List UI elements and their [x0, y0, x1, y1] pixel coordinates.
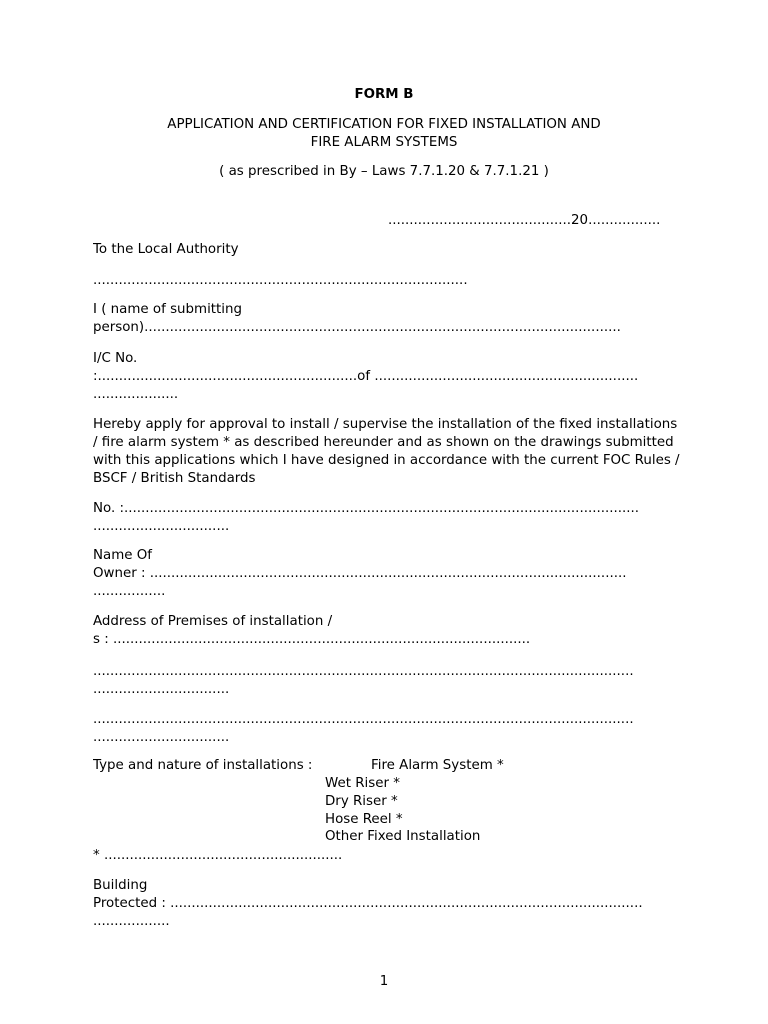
owner-label: Name Of [93, 548, 153, 563]
address-extra-2 [93, 711, 683, 747]
number-line: No. :......................................................................................................................... [93, 501, 640, 516]
prescribed-note: ( as prescribed in By – Laws 7.7.1.20 & 7.7.1.21 ) [219, 164, 549, 179]
ic-no-field [93, 350, 683, 404]
installation-option-fire-alarm: Fire Alarm System * [371, 758, 504, 773]
installation-option-wet-riser: Wet Riser * [325, 776, 400, 791]
ic-no-line: :.............................................................of .............................................................. [93, 369, 639, 384]
installation-option-hose-reel: Hose Reel * [325, 812, 403, 827]
number-line-cont: ................................ [93, 519, 230, 534]
number-field [93, 500, 683, 536]
submitter-line: person)................................................................................................................ [93, 320, 621, 335]
form-subtitle-line-1: APPLICATION AND CERTIFICATION FOR FIXED INSTALLATION AND [167, 117, 601, 132]
address-field [93, 613, 683, 649]
form-subtitle [0, 116, 768, 152]
authority-line: ........................................................................................ [93, 273, 468, 288]
date-line: ...........................................20................. [388, 213, 661, 228]
building-label: Building [93, 878, 148, 893]
installation-other-line: * ........................................................ [93, 848, 343, 863]
form-subtitle-line-2: FIRE ALARM SYSTEMS [310, 135, 458, 150]
form-title: FORM B [354, 87, 414, 102]
authority-label: To the Local Authority [93, 242, 239, 257]
owner-line: Owner : ................................................................................................................ [93, 566, 627, 581]
address-label: Address of Premises of installation / [93, 614, 333, 629]
submitter-field [93, 301, 683, 337]
installation-option-dry-riser: Dry Riser * [325, 794, 398, 809]
ic-no-line-cont: .................... [93, 387, 179, 402]
ic-no-label: I/C No. [93, 351, 138, 366]
building-line: Protected : ............................................................................................................... [93, 896, 643, 911]
address-line: s : .................................................................................................. [93, 632, 531, 647]
installation-option-other: Other Fixed Installation [325, 829, 481, 844]
owner-field [93, 547, 683, 601]
building-line-cont: .................. [93, 914, 170, 929]
address-line-2: ............................................................................................................................... [93, 664, 634, 679]
address-line-3-cont: ................................ [93, 730, 230, 745]
building-field [93, 877, 683, 931]
submitter-label: I ( name of submitting [93, 302, 243, 317]
address-line-3: ............................................................................................................................... [93, 712, 634, 727]
address-line-2-cont: ................................ [93, 682, 230, 697]
page-number: 1 [379, 974, 389, 989]
installation-type-label: Type and nature of installations : [93, 758, 313, 773]
owner-line-cont: ................. [93, 584, 166, 599]
address-extra-1 [93, 663, 683, 699]
declaration-paragraph: Hereby apply for approval to install / supervise the installation of the fixed installations / fire alarm system * as described hereunder and as shown on the drawings submitted with this applications which I have designed in accordance with the current FOC Rules / BSCF / British Standards [93, 417, 680, 486]
